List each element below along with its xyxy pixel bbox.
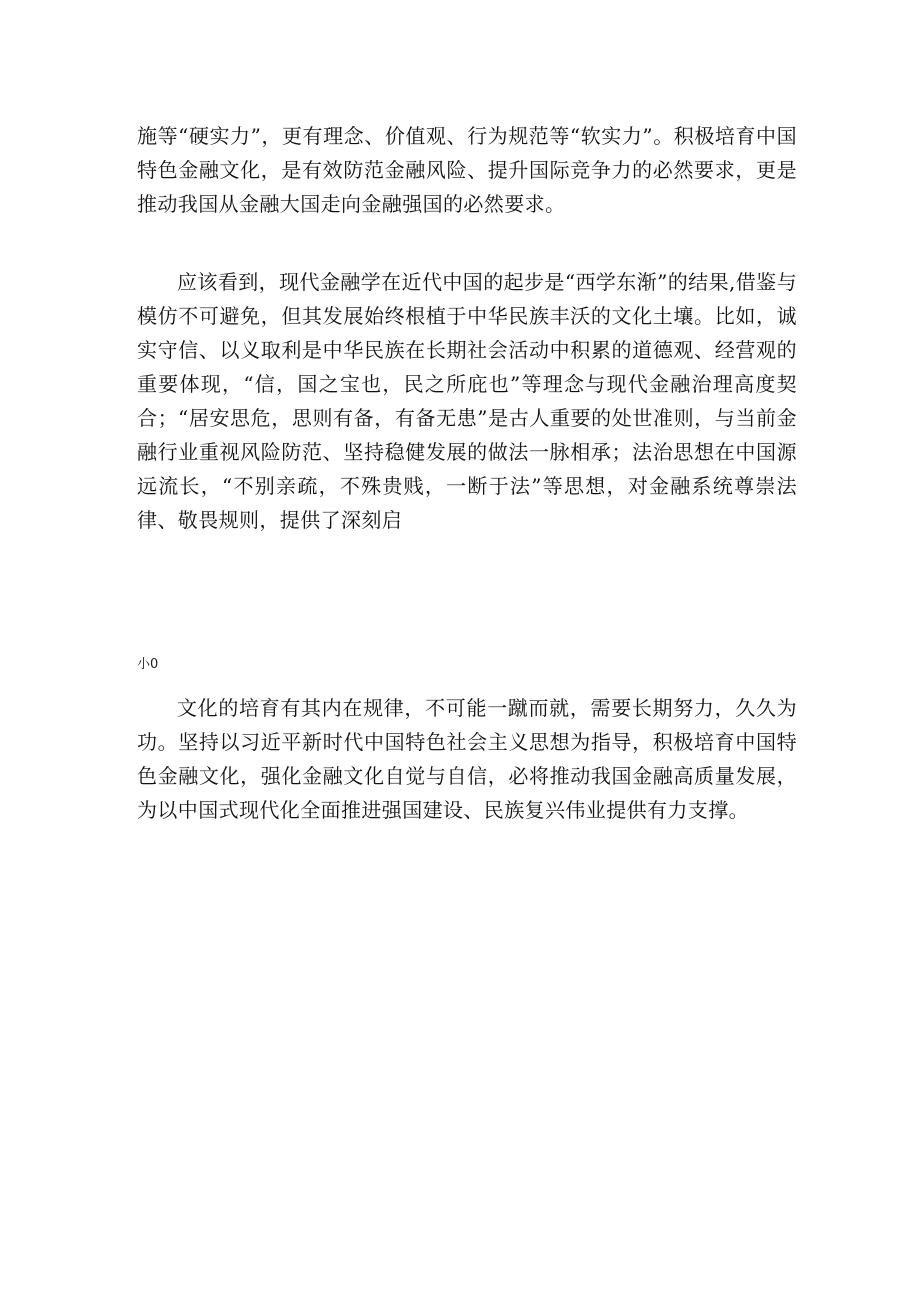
paragraph-finance-culture-roots: 应该看到，现代金融学在近代中国的起步是“西学东渐”的结果,借鉴与模仿不可避免，但其发展始终根植于中华民族丰沃的文化土壤。比如，诚实守信、以义取利是中华民族在长期社会活动中积累的道德观、经营观的重要体现，“信，国之宝也，民之所庇也”等理念与现代金融治理高度契合；“居安思危，思则有备，有备无患”是古人重要的处世准则，与当前金融行业重视风险防范、坚持稳健发展的做法一脉相承；法治思想在中国源远流长，“不别亲疏，不殊贵贱，一断于法”等思想，对金融系统尊崇法律、敬畏规则，提供了深刻启 bbox=[137, 270, 797, 532]
paragraph-continuation-hard-soft-power: 施等“硬实力”，更有理念、价值观、行为规范等“软实力”。积极培育中国特色金融文化，是有效防范金融风险、提升国际竞争力的必然要求，更是推动我国从金融大国走向金融强国的必然要求。 bbox=[137, 124, 797, 216]
paragraph-culture-cultivation: 文化的培育有其内在规律，不可能一蹴而就，需要长期努力，久久为功。坚持以习近平新时代中国特色社会主义思想为指导，积极培育中国特色金融文化，强化金融文化自觉与自信，必将推动我国金融高质量发展，为以中国式现代化全面推进强国建设、民族复兴伟业提供有力支撑。 bbox=[137, 696, 797, 822]
text-fragment: 小0 bbox=[137, 657, 159, 672]
